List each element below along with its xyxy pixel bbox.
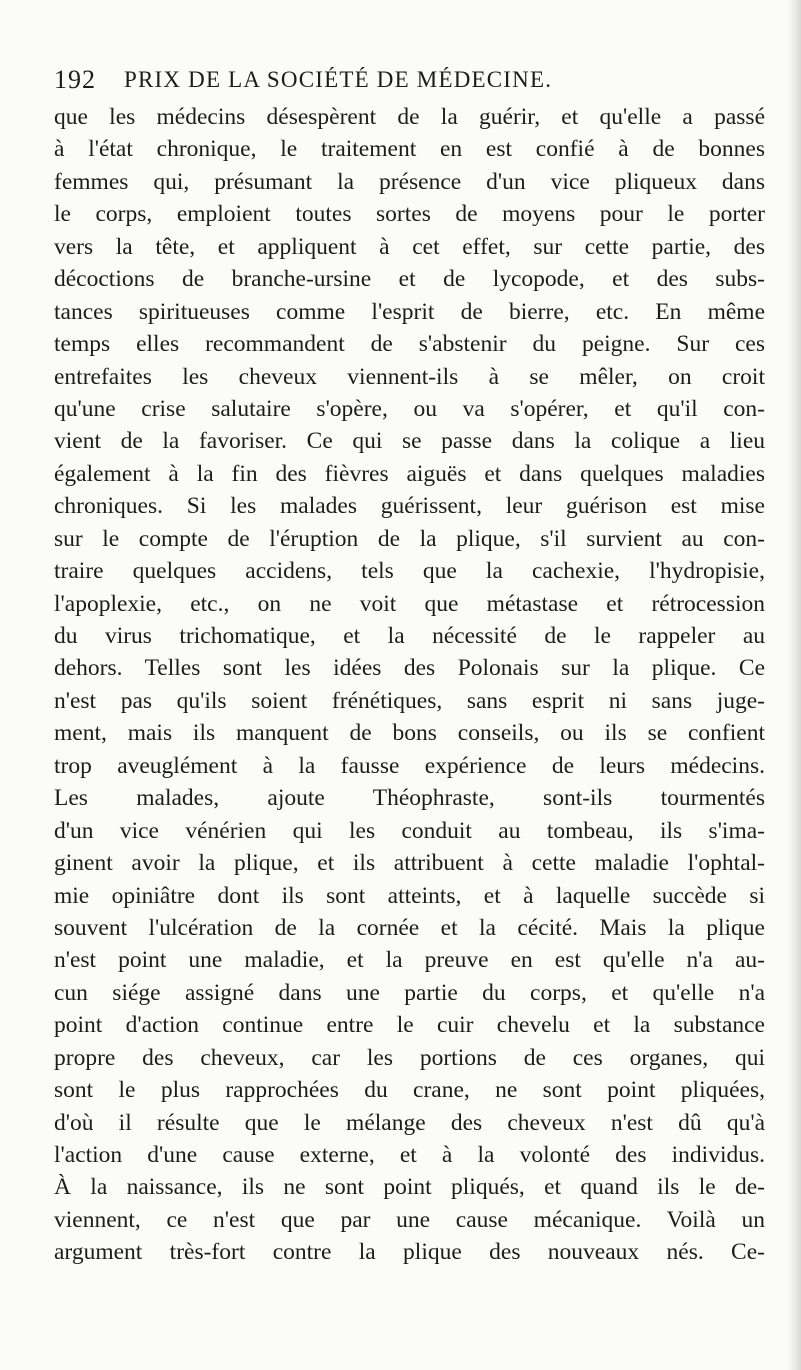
text-line: chroniques. Si les malades guérissent, leur guérison est mise xyxy=(54,493,765,520)
body-text xyxy=(54,101,765,1269)
page-number: 192 xyxy=(54,65,96,94)
text-line: l'action d'une cause externe, et à la volonté des individus. xyxy=(54,1142,765,1168)
text-line: sur le compte de l'éruption de la plique, s'il survient au con- xyxy=(54,525,765,552)
page-header xyxy=(54,62,766,98)
text-line: d'où il résulte que le mélange des cheveux n'est dû qu'à xyxy=(54,1109,765,1136)
text-line: trop aveuglément à la fausse expérience de leurs médecins. xyxy=(54,752,765,779)
text-line: point d'action continue entre le cuir chevelu et la substance xyxy=(54,1012,765,1039)
text-line: traire quelques accidens, tels que la cachexie, l'hydropisie, xyxy=(54,558,765,585)
text-line: n'est point une maladie, et la preuve en est qu'elle n'a au- xyxy=(54,947,765,974)
text-line: femmes qui, présumant la présence d'un vice pliqueux dans xyxy=(54,168,765,195)
text-line: n'est pas qu'ils soient frénétiques, sans esprit ni sans juge- xyxy=(54,687,765,714)
text-line: ment, mais ils manquent de bons conseils, ou ils se confient xyxy=(54,720,765,747)
text-line: temps elles recommandent de s'abstenir du peigne. Sur ces xyxy=(54,331,765,358)
text-line: À la naissance, ils ne sont point pliqués, et quand ils le de- xyxy=(54,1174,765,1201)
text-line: également à la fin des fièvres aiguës et dans quelques maladies xyxy=(54,460,765,487)
text-line: que les médecins désespèrent de la guérir, et qu'elle a passé xyxy=(54,104,765,130)
text-line: qu'une crise salutaire s'opère, ou va s'opérer, et qu'il con- xyxy=(54,395,765,422)
text-line: du virus trichomatique, et la nécessité de le rappeler au xyxy=(54,623,765,649)
text-line: propre des cheveux, car les portions de ces organes, qui xyxy=(54,1044,765,1071)
text-line: dehors. Telles sont les idées des Polonais sur la plique. Ce xyxy=(54,655,765,682)
text-line: cun siége assigné dans une partie du corps, et qu'elle n'a xyxy=(54,979,765,1006)
text-line: souvent l'ulcération de la cornée et la cécité. Mais la plique xyxy=(54,914,765,941)
page-edge-shadow xyxy=(787,0,801,1370)
text-line: vient de la favoriser. Ce qui se passe dans la colique a lieu xyxy=(54,428,765,455)
text-line: décoctions de branche-ursine et de lycopode, et des subs- xyxy=(54,266,765,293)
text-line: vers la tête, et appliquent à cet effet, sur cette partie, des xyxy=(54,233,765,260)
text-line: Les malades, ajoute Théophraste, sont-ils tourmentés xyxy=(54,785,765,812)
text-line: le corps, emploient toutes sortes de moyens pour le porter xyxy=(54,201,765,228)
text-line: à l'état chronique, le traitement en est confié à de bonnes xyxy=(54,136,765,163)
text-line: viennent, ce n'est que par une cause mécanique. Voilà un xyxy=(54,1206,765,1233)
text-line: tances spiritueuses comme l'esprit de bierre, etc. En même xyxy=(54,298,765,325)
text-line: d'un vice vénérien qui les conduit au tombeau, ils s'ima- xyxy=(54,817,765,844)
text-line: argument très-fort contre la plique des nouveaux nés. Ce- xyxy=(54,1239,765,1266)
text-line: l'apoplexie, etc., on ne voit que métastase et rétrocession xyxy=(54,590,765,617)
running-head: PRIX DE LA SOCIÉTÉ DE MÉDECINE. xyxy=(124,67,553,92)
text-line: entrefaites les cheveux viennent-ils à se mêler, on croit xyxy=(54,363,765,390)
text-line: ginent avoir la plique, et ils attribuent à cette maladie l'ophtal- xyxy=(54,850,765,877)
text-line: mie opiniâtre dont ils sont atteints, et à laquelle succède si xyxy=(54,882,765,909)
text-line: sont le plus rapprochées du crane, ne sont point pliquées, xyxy=(54,1077,765,1104)
